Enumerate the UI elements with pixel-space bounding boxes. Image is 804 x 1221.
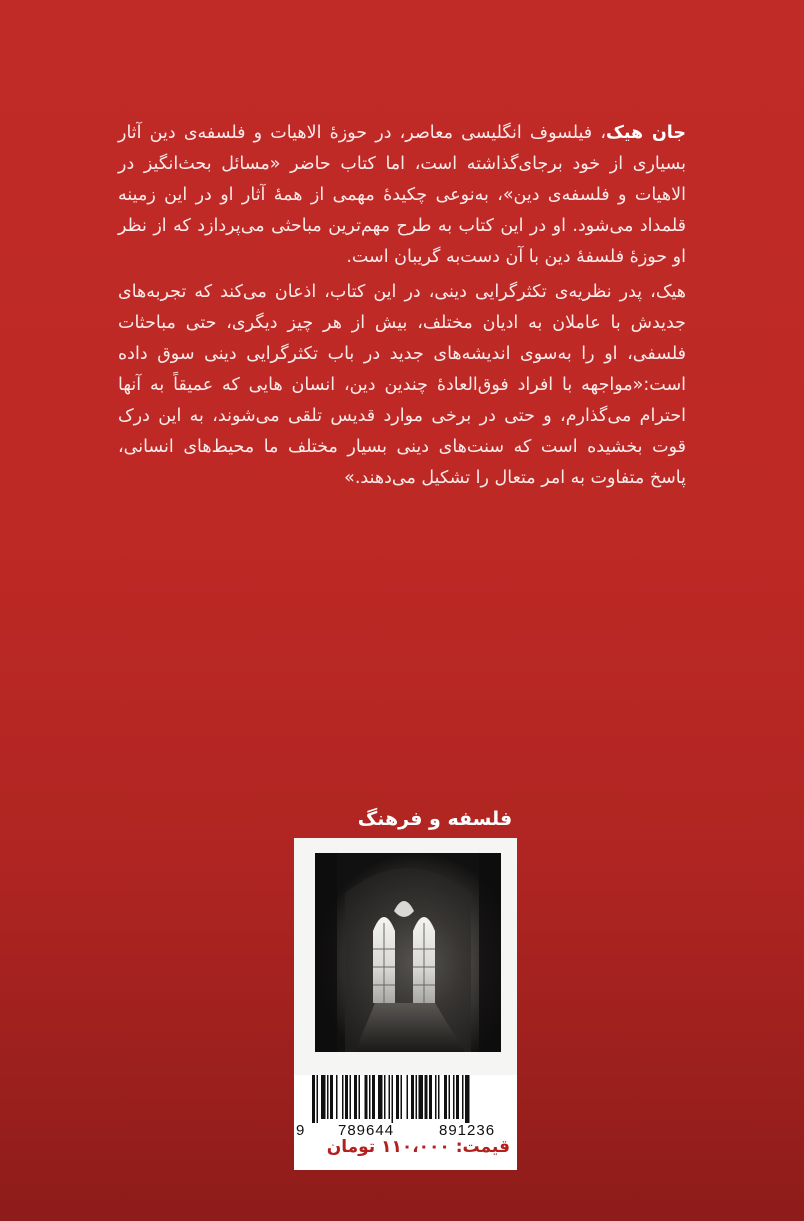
barcode-bar: [336, 1075, 338, 1119]
price-label: قیمت:: [455, 1137, 510, 1157]
barcode-bar: [449, 1075, 451, 1119]
barcode-label: [294, 1075, 517, 1170]
isbn-lead-digit: 9: [296, 1122, 305, 1139]
isbn-left-group: 789644: [338, 1122, 395, 1139]
barcode-bar: [392, 1075, 394, 1123]
barcode-bar: [389, 1075, 391, 1119]
barcode-bar: [396, 1075, 399, 1119]
isbn-right-group: 891236: [439, 1122, 496, 1139]
barcode-bar: [425, 1075, 428, 1119]
barcode-bar: [462, 1075, 464, 1119]
barcode-bar: [453, 1075, 455, 1119]
barcode-bar: [345, 1075, 348, 1119]
barcode-bar: [372, 1075, 375, 1119]
blurb-text: [118, 118, 686, 498]
series-name: فلسفه و فرهنگ: [357, 808, 513, 830]
barcode-bar: [444, 1075, 447, 1119]
barcode-bar: [419, 1075, 424, 1119]
barcode-bar: [327, 1075, 329, 1119]
price-amount: ۱۱۰،۰۰۰: [381, 1137, 450, 1157]
barcode-bar: [369, 1075, 371, 1119]
barcode-bar: [354, 1075, 357, 1119]
cathedral-window-photo: [315, 853, 501, 1052]
barcode-bar: [438, 1075, 440, 1119]
barcode-bar: [359, 1075, 361, 1119]
barcode-bar: [401, 1075, 403, 1119]
isbn-barcode: [312, 1075, 510, 1123]
barcode-bar: [429, 1075, 432, 1119]
barcode-bar: [350, 1075, 352, 1119]
barcode-bar: [407, 1075, 409, 1119]
blurb-paragraph-2: هیک، پدر نظریه‌ی تکثرگرایی دینی، در این کتاب، اذعان می‌کند که تجربه‌های جدیدش با عاملان به ادیان مختلف، بیش از هر چیز دیگری، حتی مباحثات فلسفی، او را به‌سوی اندیشه‌های جدید در باب تکثرگرایی دینی سوق داده است:«مواجهه با افراد فوق‌العادهٔ چندین دین، انسان هایی که عمیقاً به آنها احترام می‌گذارم، و حتی در برخی موارد قدیس تلقی می‌شوند، به این درک قوت بخشیده است که سنت‌های دینی بسیار مختلف ما محیط‌های انسانی، پاسخ متفاوت به امر متعال را تشکیل می‌دهند.»: [118, 282, 686, 488]
price-currency: تومان: [326, 1137, 376, 1157]
barcode-bar: [465, 1075, 470, 1123]
barcode-bar: [321, 1075, 326, 1119]
price: [294, 1138, 516, 1170]
author-name: جان هیک: [605, 123, 686, 143]
blurb-paragraph-1: [118, 118, 686, 273]
barcode-bar: [330, 1075, 333, 1119]
barcode-bar: [416, 1075, 418, 1119]
blurb-paragraph-1-text: ، فیلسوف انگلیسی معاصر، در حوزهٔ الاهیات و فلسفه‌ی دین آثار بسیاری از خود برجای‌گذاشته است، اما کتاب حاضر «مسائل بحث‌انگیز در الاهیات و فلسفه‌ی دین»، به‌نوعی چکیدهٔ مهمی از همهٔ آثار او در این زمینه قلمداد می‌شود. او در این کتاب به طرح مهم‌ترین مباحثی می‌پردازد که از نظر او حوزهٔ فلسفهٔ دین با آن دست‌به گریبان است.: [118, 123, 686, 267]
barcode-bar: [365, 1075, 368, 1119]
barcode-bar: [378, 1075, 383, 1119]
barcode-bar: [317, 1075, 319, 1123]
barcode-bar: [312, 1075, 315, 1123]
barcode-bar: [435, 1075, 437, 1119]
barcode-bar: [456, 1075, 459, 1119]
barcode-bar: [411, 1075, 414, 1119]
barcode-bar: [384, 1075, 386, 1119]
barcode-bar: [342, 1075, 344, 1119]
